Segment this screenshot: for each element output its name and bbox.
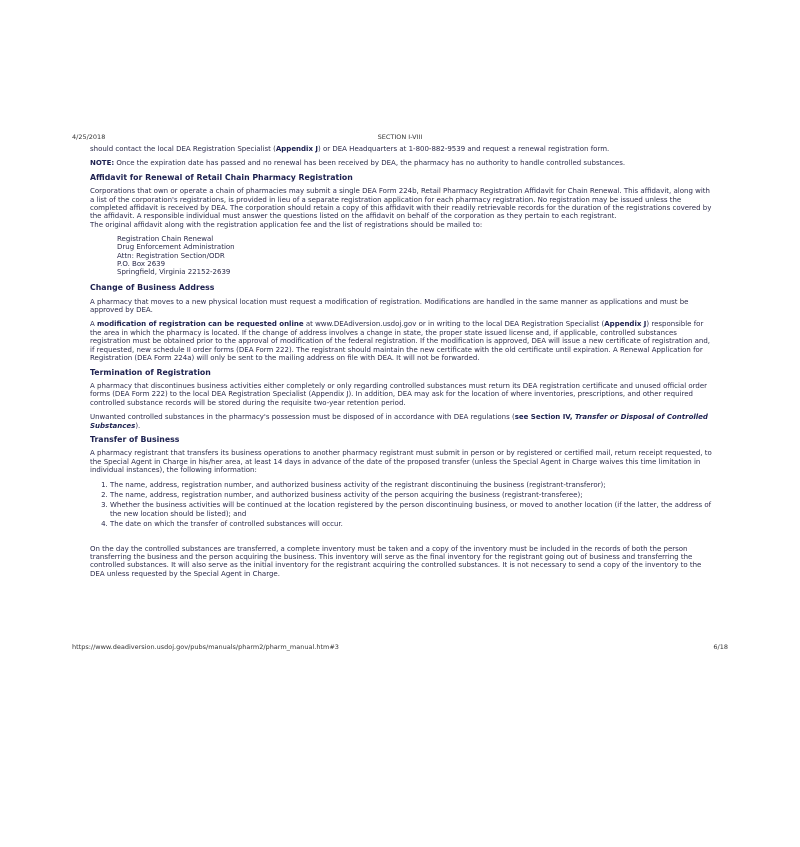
change-address-paragraph-1: A pharmacy that moves to a new physical location must request a modification of registration. Modifications are handled in the same manner as applications and must be approved by DEA.	[90, 297, 689, 315]
change-address-paragraph-2: A modification of registration can be requested online at www.DEAdiversion.usdoj.gov or in writing to the local DEA Registration Specialist (Appendix J) responsible for the area in which the pharmacy is located. If the change of address involves a change in state, the proper state issued license and, if applicable, controlled substances registration must be obtained prior to the approval of modification of the federal registration. If the modification is approved, DEA will issue a new certificate of registration and, if requested, new schedule II order forms (DEA Form 222). The registrant should maintain the new certificate with the old certificate until expiration. A Renewal Application for Registration (DEA Form 224a) will only be sent to the mailing address on file with DEA. It will not be forwarded.	[90, 320, 711, 363]
intro-paragraph: should contact the local DEA Registration Specialist (Appendix J) or DEA Headquarters at 1-800-882-9539 and request a renewal registration form.	[90, 145, 610, 153]
address-line: Springfield, Virginia 22152-2639	[117, 268, 231, 277]
footer-page-number: 6/18	[713, 643, 728, 651]
transfer-heading: Transfer of Business	[90, 434, 180, 444]
list-item: 1. The name, address, registration number, and authorized business activity of the registrant discontinuing the business (registrant-transferor);	[110, 481, 712, 489]
mailing-address	[117, 235, 712, 276]
footer-url: https://www.deadiversion.usdoj.gov/pubs/manuals/pharm2/pharm_manual.htm#3	[72, 643, 339, 651]
document-body	[90, 145, 712, 584]
affidavit-heading: Affidavit for Renewal of Retail Chain Pharmacy Registration	[90, 172, 353, 182]
section-iv-link[interactable]: see Section IV, Transfer or Disposal of Controlled Substances	[90, 413, 708, 430]
change-address-heading: Change of Business Address	[90, 283, 215, 293]
transfer-info-list	[90, 481, 712, 529]
affidavit-mail-paragraph: The original affidavit along with the registration application fee and the list of registrations should be mailed to:	[90, 220, 483, 229]
note-label: NOTE:	[90, 159, 115, 168]
list-item: 3. Whether the business activities will be continued at the location registered by the person discontinuing business, or moved to another location (if the latter, the address of the new location should be listed); and	[110, 501, 712, 518]
appendix-j-link[interactable]: Appendix J	[604, 320, 647, 329]
note-paragraph: NOTE: Once the expiration date has passed and no renewal has been received by DEA, the pharmacy has no authority to handle controlled substances.	[90, 159, 626, 168]
transfer-paragraph-1: A pharmacy registrant that transfers its business operations to another pharmacy registrant must submit in person or by registered or certified mail, return receipt requested, to the Special Agent in Charge in his/her area, at least 14 days in advance of the date of the proposed transfer (unless the Special Agent in Charge waives this time limitation in individual instances), the following information:	[90, 449, 712, 475]
termination-paragraph-1: A pharmacy that discontinues business activities either completely or only regarding controlled substances must return its DEA registration certificate and unused official order forms (DEA Form 222) to the local DEA Registration Specialist (Appendix J). In addition, DEA may ask for the location of where inventories, prescriptions, and other required controlled substance records will be stored during the requisite two-year retention period.	[90, 381, 708, 407]
list-item: 2. The name, address, registration number, and authorized business activity of the person acquiring the business (registrant-transferee);	[110, 491, 712, 499]
affidavit-paragraph: Corporations that own or operate a chain of pharmacies may submit a single DEA Form 224b, Retail Pharmacy Registration Affidavit for Chain Renewal. This affidavit, along with a list of the corporation's registrations, is provided in lieu of a separate registration application for each pharmacy registration. No registration may be issued unless the completed affidavit is received by DEA. The corporation should retain a copy of this affidavit with their readily retrievable records for the duration of the registrations covered by the affidavit. A responsible individual must answer the questions listed on the affidavit on behalf of the corporation as they pertain to each registrant.	[90, 187, 712, 221]
modification-online-link[interactable]: modification of registration can be requested online	[97, 320, 304, 329]
address-line: P.O. Box 2639	[117, 259, 166, 268]
address-line: Registration Chain Renewal	[117, 235, 214, 244]
transfer-paragraph-2: On the day the controlled substances are transferred, a complete inventory must be taken and a copy of the inventory must be included in the records of both the person transferring the business and the person acquiring the business. This inventory will serve as the final inventory for the registrant going out of business and transferring the controlled substances. It will also serve as the initial inventory for the registrant acquiring the controlled substances. It is not necessary to send a copy of the inventory to the DEA unless requested by the Special Agent in Charge.	[90, 544, 702, 578]
appendix-j-link[interactable]: Appendix J	[275, 145, 319, 153]
header-date: 4/25/2018	[72, 133, 106, 141]
termination-paragraph-2: Unwanted controlled substances in the pharmacy's possession must be disposed of in accordance with DEA regulations (see Section IV, Transfer or Disposal of Controlled Substances).	[90, 413, 708, 430]
termination-heading: Termination of Registration	[90, 367, 211, 377]
address-line: Drug Enforcement Administration	[117, 243, 235, 252]
header-section: SECTION I-VIII	[377, 133, 423, 141]
address-line: Attn: Registration Section/ODR	[117, 251, 225, 260]
list-item: 4. The date on which the transfer of controlled substances will occur.	[110, 520, 712, 528]
